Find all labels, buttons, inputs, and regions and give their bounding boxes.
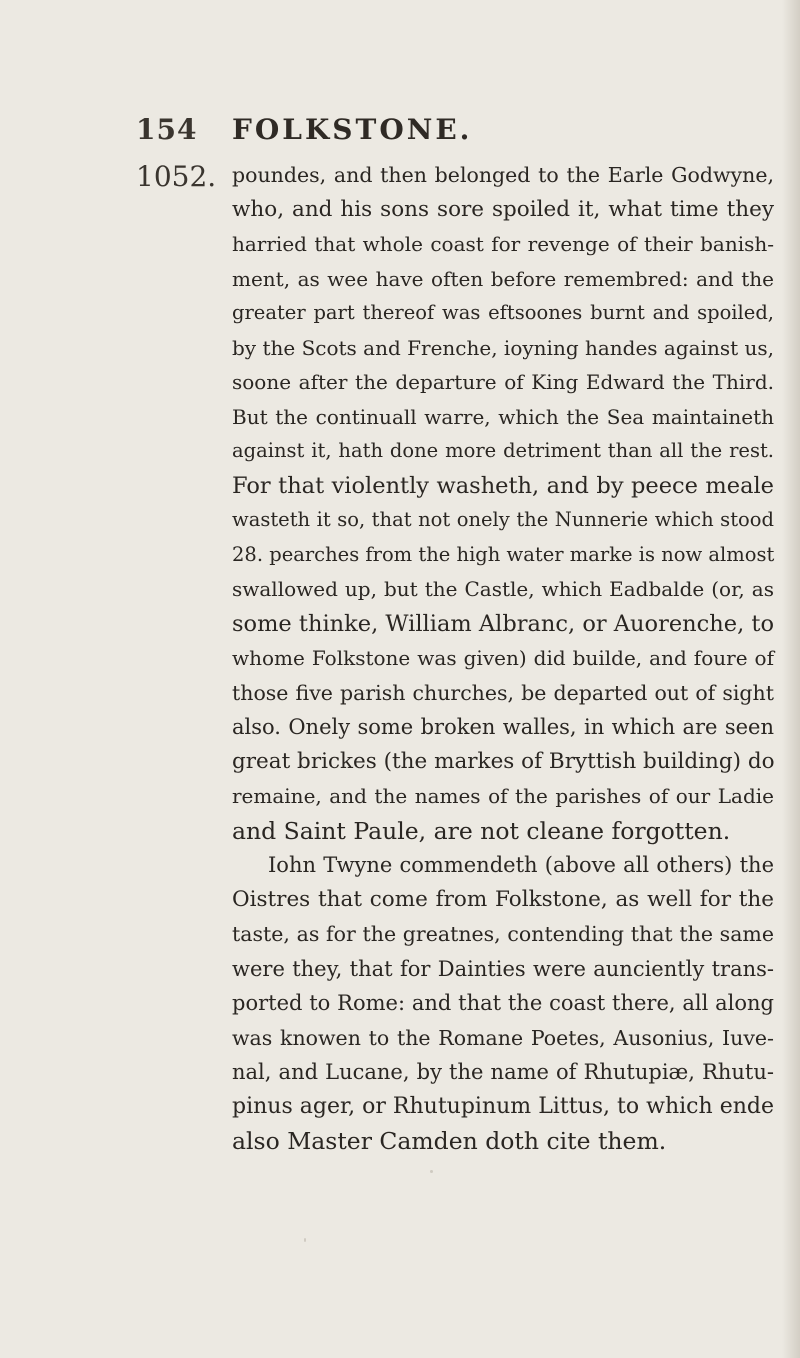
text-line: nal, and Lucane, by the name of Rhutupiæ, Rhutu- bbox=[232, 1060, 774, 1084]
page-number: 154 bbox=[136, 113, 198, 146]
text-line: ported to Rome: and that the coast there, all along bbox=[232, 991, 774, 1015]
text-line: some thinke, William Albranc, or Auorenche, to bbox=[232, 610, 774, 637]
text-line: But the continuall warre, which the Sea maintaineth bbox=[232, 404, 774, 429]
text-line: and Saint Paule, are not cleane forgotten. bbox=[232, 816, 731, 845]
text-line: also Master Camden doth cite them. bbox=[232, 1127, 667, 1155]
page-edge-shadow bbox=[782, 0, 800, 1358]
text-line: greater part thereof was eftsoones burnt and spoiled, bbox=[232, 301, 774, 324]
margin-note-year: 1052. bbox=[136, 160, 217, 193]
paper-spot bbox=[430, 1170, 433, 1173]
text-line: For that violently washeth, and by peece meale bbox=[232, 472, 774, 499]
paper-spot bbox=[304, 1238, 306, 1242]
body-text bbox=[232, 158, 774, 1159]
text-line: those five parish churches, be departed out of sight bbox=[232, 680, 774, 705]
text-line: were they, that for Dainties were aunciently trans- bbox=[232, 956, 774, 981]
text-line: Oistres that come from Folkstone, as well for the bbox=[232, 886, 774, 912]
text-line: against it, hath done more detriment than all the rest. bbox=[232, 439, 774, 462]
text-line: 28. pearches from the high water marke is now almost bbox=[232, 542, 775, 566]
text-line: also. Onely some broken walles, in which are seen bbox=[232, 715, 774, 739]
text-line: who, and his sons sore spoiled it, what time they bbox=[232, 196, 774, 222]
running-head: FOLKSTONE. bbox=[232, 113, 473, 146]
text-line: Iohn Twyne commendeth (above all others) the bbox=[268, 853, 774, 877]
text-line: poundes, and then belonged to the Earle Godwyne, bbox=[232, 163, 774, 187]
text-line: swallowed up, but the Castle, which Eadbalde (or, as bbox=[232, 577, 774, 601]
text-line: whome Folkstone was given) did builde, and foure of bbox=[232, 646, 774, 670]
text-line: remaine, and the names of the parishes of our Ladie bbox=[232, 784, 774, 808]
text-line: was knowen to the Romane Poetes, Ausonius, Iuve- bbox=[232, 1025, 774, 1050]
text-line: taste, as for the greatnes, contending that the same bbox=[232, 922, 774, 946]
text-line: harried that whole coast for revenge of their banish- bbox=[232, 232, 774, 256]
text-line: pinus ager, or Rhutupinum Littus, to which ende bbox=[232, 1093, 774, 1119]
text-line: great brickes (the markes of Bryttish building) do bbox=[232, 748, 775, 774]
text-line: by the Scots and Frenche, ioyning handes against us, bbox=[232, 335, 775, 360]
text-line: wasteth it so, that not onely the Nunnerie which stood bbox=[232, 508, 774, 531]
text-line: ment, as wee have often before remembred: and the bbox=[232, 266, 774, 291]
text-line: soone after the departure of King Edward the Third. bbox=[232, 370, 774, 394]
